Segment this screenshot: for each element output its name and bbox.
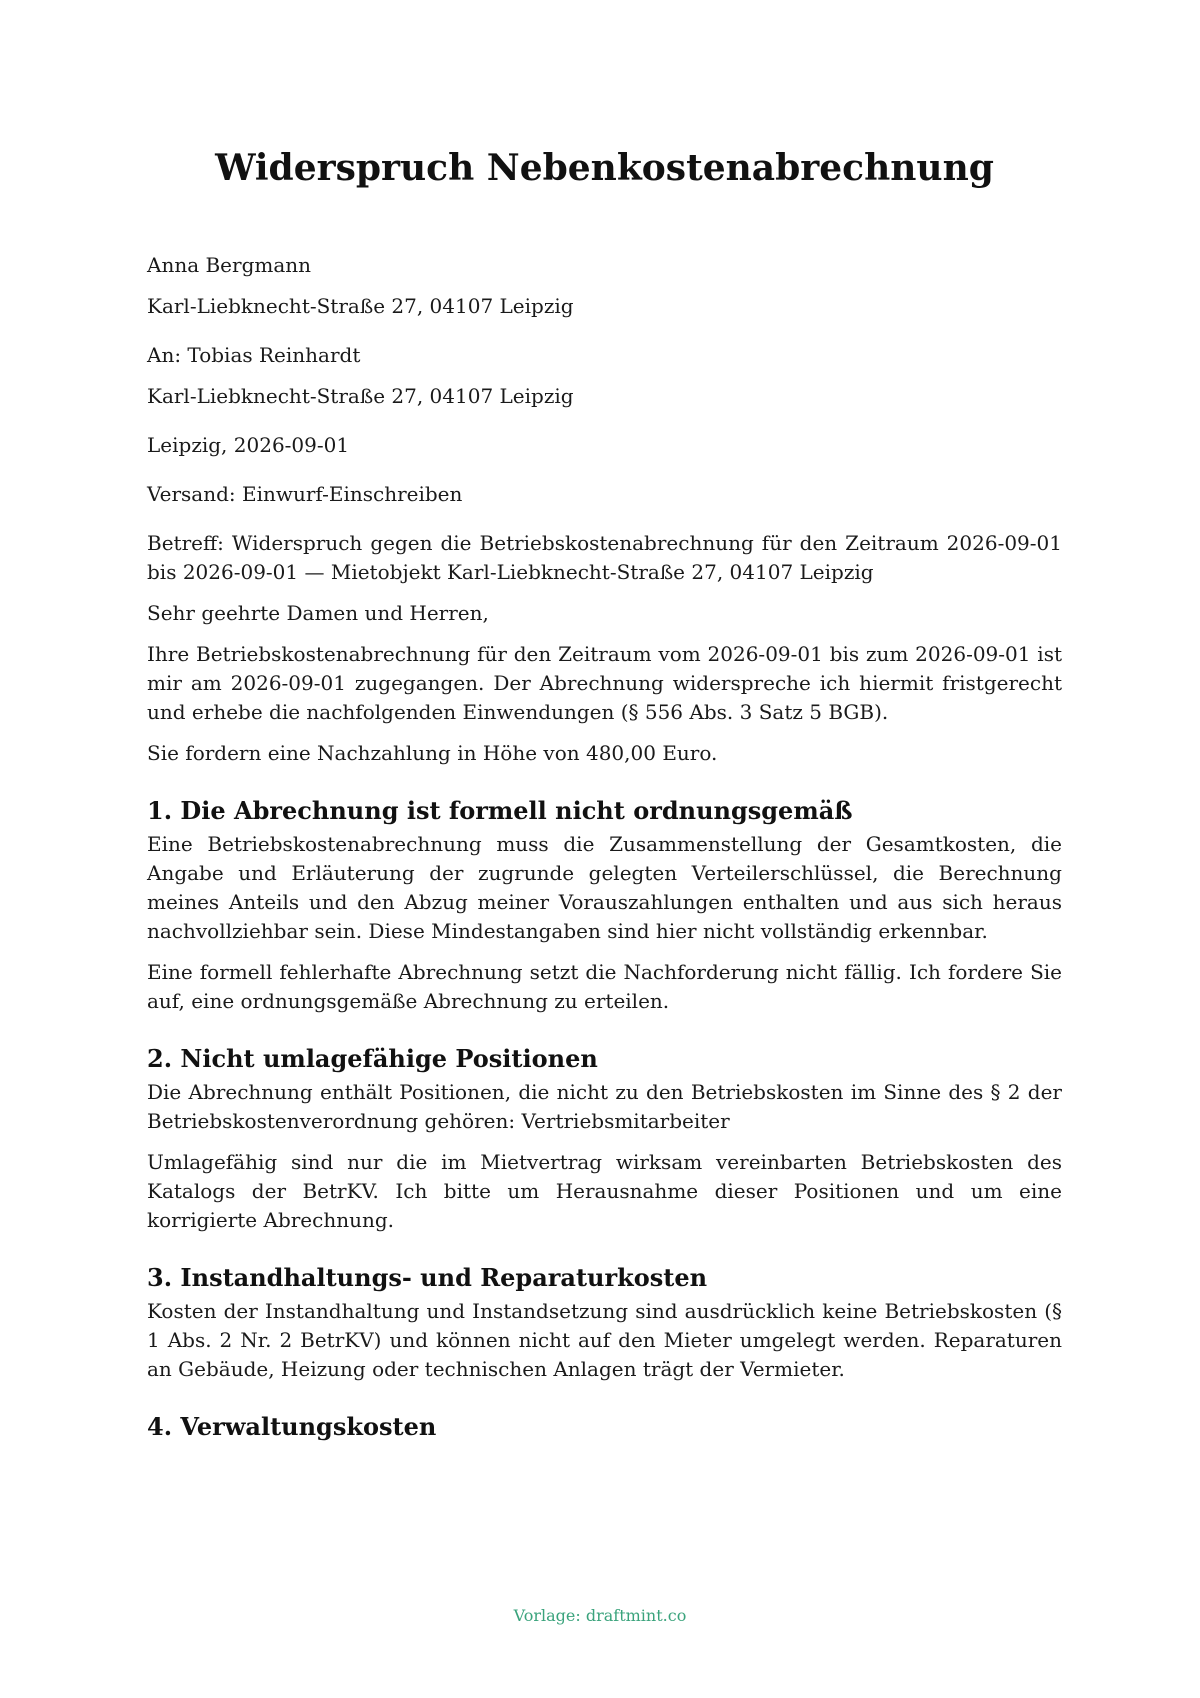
template-footer: Vorlage: draftmint.co <box>513 1606 687 1625</box>
section-paragraph: Eine Betriebskostenabrechnung muss die Zusammenstellung der Gesamtkosten, die Angabe und Erläuterung der zugrunde gelegten Verteilerschlüssel, die Berechnung meines Anteils und den Abzug meiner Vorauszahlungen enthalten und aus sich heraus nachvollziehbar sein. Diese Mindestangaben sind hier nicht vollständig erkennbar. <box>147 832 1062 943</box>
section <box>147 1044 1062 1235</box>
section <box>147 1263 1062 1384</box>
sender-name: Anna Bergmann <box>147 253 312 277</box>
document-title: Widerspruch Nebenkostenabrechnung <box>215 147 994 189</box>
claim-paragraph: Sie fordern eine Nachzahlung in Höhe von 480,00 Euro. <box>147 741 718 765</box>
sender-address: Karl-Liebknecht-Straße 27, 04107 Leipzig <box>147 294 574 318</box>
section <box>147 796 1062 1016</box>
letter-body <box>147 251 1062 1446</box>
section-paragraph: Die Abrechnung enthält Positionen, die nicht zu den Betriebskosten im Sinne des § 2 der Betriebskostenverordnung gehören: Vertriebsmitarbeiter <box>147 1080 1062 1133</box>
section-paragraph: Eine formell fehlerhafte Abrechnung setzt die Nachforderung nicht fällig. Ich fordere Sie auf, eine ordnungsgemäße Abrechnung zu erteilen. <box>147 960 1062 1013</box>
sender-block <box>147 251 1062 321</box>
recipient-block <box>147 341 1062 411</box>
section-heading: 3. Instandhaltungs- und Reparaturkosten <box>147 1263 708 1292</box>
subject-line: Betreff: Widerspruch gegen die Betriebskostenabrechnung für den Zeitraum 2026-09-01 bis 2026-09-01 — Mietobjekt Karl-Liebknecht-Straße 27, 04107 Leipzig <box>147 531 1062 584</box>
section-heading: 4. Verwaltungskosten <box>147 1412 437 1441</box>
intro-paragraph: Ihre Betriebskostenabrechnung für den Zeitraum vom 2026-09-01 bis zum 2026-09-01 ist mir am 2026-09-01 zugegangen. Der Abrechnung widerspreche ich hiermit fristgerecht und erhebe die nachfolgenden Einwendungen (§ 556 Abs. 3 Satz 5 BGB). <box>147 642 1062 724</box>
section <box>147 1412 1062 1442</box>
objection-sections <box>147 796 1062 1442</box>
recipient-name: An: Tobias Reinhardt <box>147 343 361 367</box>
section-heading: 1. Die Abrechnung ist formell nicht ordnungsgemäß <box>147 796 853 825</box>
salutation: Sehr geehrte Damen und Herren, <box>147 601 489 625</box>
section-paragraph: Umlagefähig sind nur die im Mietvertrag wirksam vereinbarten Betriebskosten des Katalogs der BetrKV. Ich bitte um Herausnahme dieser Positionen und um eine korrigierte Abrechnung. <box>147 1150 1062 1232</box>
section-paragraph: Kosten der Instandhaltung und Instandsetzung sind ausdrücklich keine Betriebskosten (§ 1 Abs. 2 Nr. 2 BetrKV) und können nicht auf den Mieter umgelegt werden. Reparaturen an Gebäude, Heizung oder technischen Anlagen trägt der Vermieter. <box>147 1299 1062 1381</box>
place-date: Leipzig, 2026-09-01 <box>147 433 350 457</box>
section-heading: 2. Nicht umlagefähige Positionen <box>147 1044 598 1073</box>
recipient-address: Karl-Liebknecht-Straße 27, 04107 Leipzig <box>147 384 574 408</box>
shipping-method: Versand: Einwurf-Einschreiben <box>147 482 463 506</box>
